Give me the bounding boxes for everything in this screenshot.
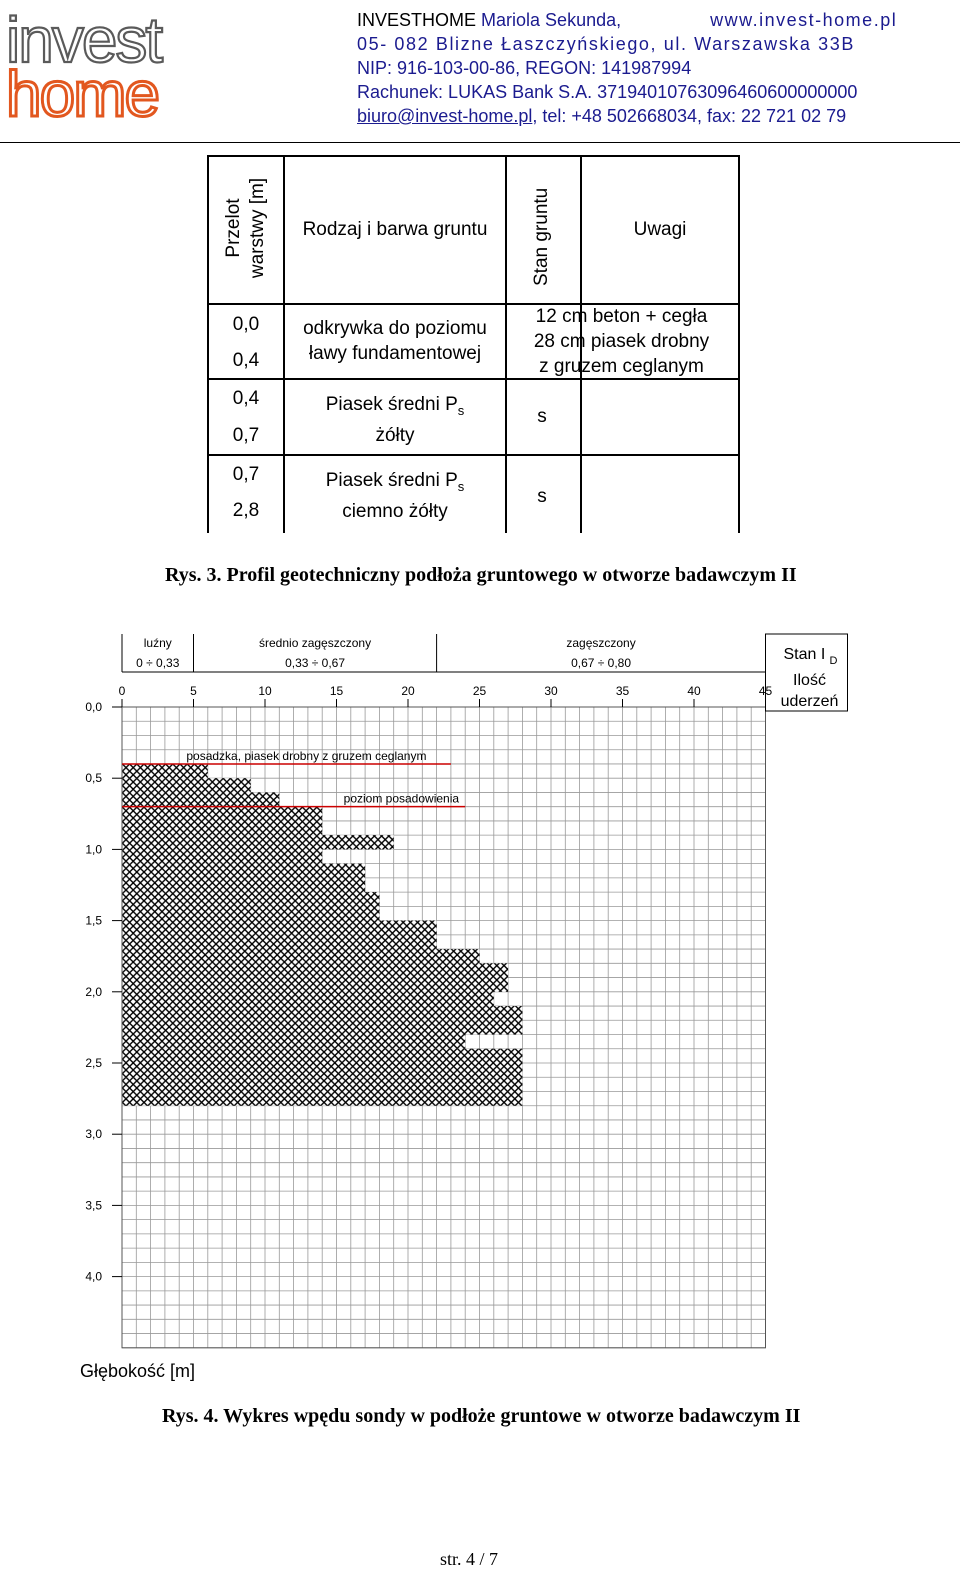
penetration-bar (122, 906, 379, 920)
company-name: INVESTHOME (357, 10, 477, 30)
chart-svg (0, 620, 960, 1400)
penetration-bar (122, 1006, 522, 1020)
row3-soil-line1: Piasek średni $P_s$ (325, 470, 465, 494)
penetration-bar (122, 1020, 522, 1034)
penetration-bar (122, 1091, 522, 1105)
page-number: str. 4 / 7 (440, 1549, 499, 1569)
penetration-bar (122, 921, 437, 935)
x-tick-label: 15 (329, 684, 344, 698)
penetration-bar (122, 963, 508, 977)
y-tick-label: 3,5 (85, 1198, 102, 1213)
penetration-bar (122, 878, 365, 892)
state-label: Stan I (783, 646, 826, 663)
penetration-bar (122, 849, 322, 863)
y-tick-label: 2,5 (85, 1056, 102, 1070)
row1-soil-line2: ławy fundamentowej (308, 343, 482, 364)
row1-from: 0,0 (232, 314, 260, 335)
annotation-label: posadzka, piasek drobny z gruzem ceglanym (186, 748, 427, 763)
company-website[interactable]: www.invest-home.pl (710, 10, 898, 30)
penetration-bar (122, 935, 437, 949)
density-band-range: 0,33 ÷ 0,67 (285, 656, 346, 670)
penetration-bar (122, 1063, 522, 1077)
y-tick-label: 4,0 (85, 1269, 102, 1284)
row2-soil-line1: Piasek średni $P_s$ (325, 394, 465, 418)
header-soil: Rodzaj i barwa gruntu (302, 219, 488, 240)
row1-soil (285, 316, 505, 366)
penetration-bar (122, 949, 480, 963)
x-axis-label-line2: uderzeń (780, 693, 839, 710)
row3-to: 2,8 (232, 500, 260, 521)
penetration-bar (122, 978, 508, 992)
penetration-bar (122, 1049, 522, 1063)
x-tick-label: 45 (758, 684, 773, 698)
row2-soil-line2: żółty (375, 424, 415, 446)
svg-text:home: home (6, 58, 159, 120)
row1-soil-line1: odkrywka do poziomu (303, 318, 487, 339)
company-owner: Mariola Sekunda, (481, 10, 622, 30)
x-tick-label: 30 (544, 684, 558, 698)
penetration-bar (122, 835, 394, 849)
annotation-label: poziom posadowienia (343, 791, 460, 806)
x-tick-label: 20 (401, 684, 415, 698)
density-band-range: 0 ÷ 0,33 (136, 656, 180, 670)
profile-table (0, 0, 960, 560)
density-band-name: średnio zagęszczony (259, 636, 372, 650)
row1-to: 0,4 (232, 350, 260, 371)
table-border (207, 155, 740, 157)
company-address: 05- 082 Blizne Łaszczyńskiego, ul. Warszawska 33B (357, 34, 855, 54)
penetration-bar (122, 892, 379, 906)
svg-text:invest: invest (6, 4, 162, 76)
table-border (207, 454, 740, 456)
company-phone-fax: , tel: +48 502668034, fax: 22 721 02 79 (532, 106, 847, 126)
row3-from: 0,7 (232, 464, 260, 485)
row3-soil-line2: ciemno żółty (342, 500, 448, 522)
row3-state: s (537, 486, 547, 507)
row1-notes-line3: z gruzem ceglanym (539, 356, 704, 377)
y-tick-label: 0,0 (85, 700, 102, 714)
x-tick-label: 0 (118, 684, 126, 698)
y-tick-label: 2,0 (85, 984, 102, 999)
density-band-range: 0,67 ÷ 0,80 (571, 656, 632, 670)
density-band-name: zagęszczony (566, 636, 636, 650)
x-tick-label: 5 (190, 684, 197, 698)
chart-ylabel: Głębokość [m] (80, 1361, 196, 1381)
y-tick-label: 0,5 (85, 771, 102, 786)
y-tick-label: 3,0 (85, 1127, 102, 1142)
x-tick-label: 40 (687, 684, 701, 698)
state-label-sub: D (829, 655, 838, 667)
penetration-bar (122, 778, 251, 792)
x-tick-label: 10 (258, 684, 272, 698)
row2-soil (285, 392, 505, 448)
y-tick-label: 1,0 (85, 842, 102, 857)
penetration-chart (0, 620, 960, 1400)
row3-soil (285, 468, 505, 524)
penetration-bar (122, 864, 365, 878)
penetration-bar (122, 792, 279, 806)
x-axis-label-line1: Ilość (793, 672, 826, 689)
penetration-bar (122, 764, 208, 778)
row1-notes (505, 304, 738, 379)
y-tick-label: 1,5 (85, 913, 102, 928)
header-notes: Uwagi (633, 219, 687, 240)
x-tick-label: 25 (472, 684, 487, 698)
penetration-bar (122, 1035, 465, 1049)
row2-to: 0,7 (232, 425, 260, 446)
row1-notes-line1: 12 cm beton + cegła (535, 306, 708, 327)
density-band-name: luźny (143, 636, 172, 650)
header-state: Stan gruntu (531, 187, 552, 286)
company-email[interactable]: biuro@invest-home.pl (357, 106, 533, 126)
company-account: Rachunek: LUKAS Bank S.A. 37194010763096460600000000 (357, 82, 858, 102)
penetration-bar (122, 992, 494, 1006)
penetration-bar (122, 1077, 522, 1091)
row2-from: 0,4 (232, 388, 260, 409)
penetration-bar (122, 807, 322, 821)
table-border (738, 155, 740, 533)
x-tick-label: 35 (615, 684, 630, 698)
company-ids: NIP: 916-103-00-86, REGON: 141987994 (357, 58, 692, 78)
row2-state: s (537, 406, 547, 427)
figure-caption-3: Rys. 3. Profil geotechniczny podłoża gruntowego w otworze badawczym II (165, 564, 797, 586)
header-depth: Przelot warstwy [m] (223, 177, 268, 279)
row1-notes-line2: 28 cm piasek drobny (533, 331, 710, 352)
penetration-bar (122, 821, 322, 835)
figure-caption-4: Rys. 4. Wykres wpędu sondy w podłoże gruntowe w otworze badawczym II (162, 1405, 801, 1427)
